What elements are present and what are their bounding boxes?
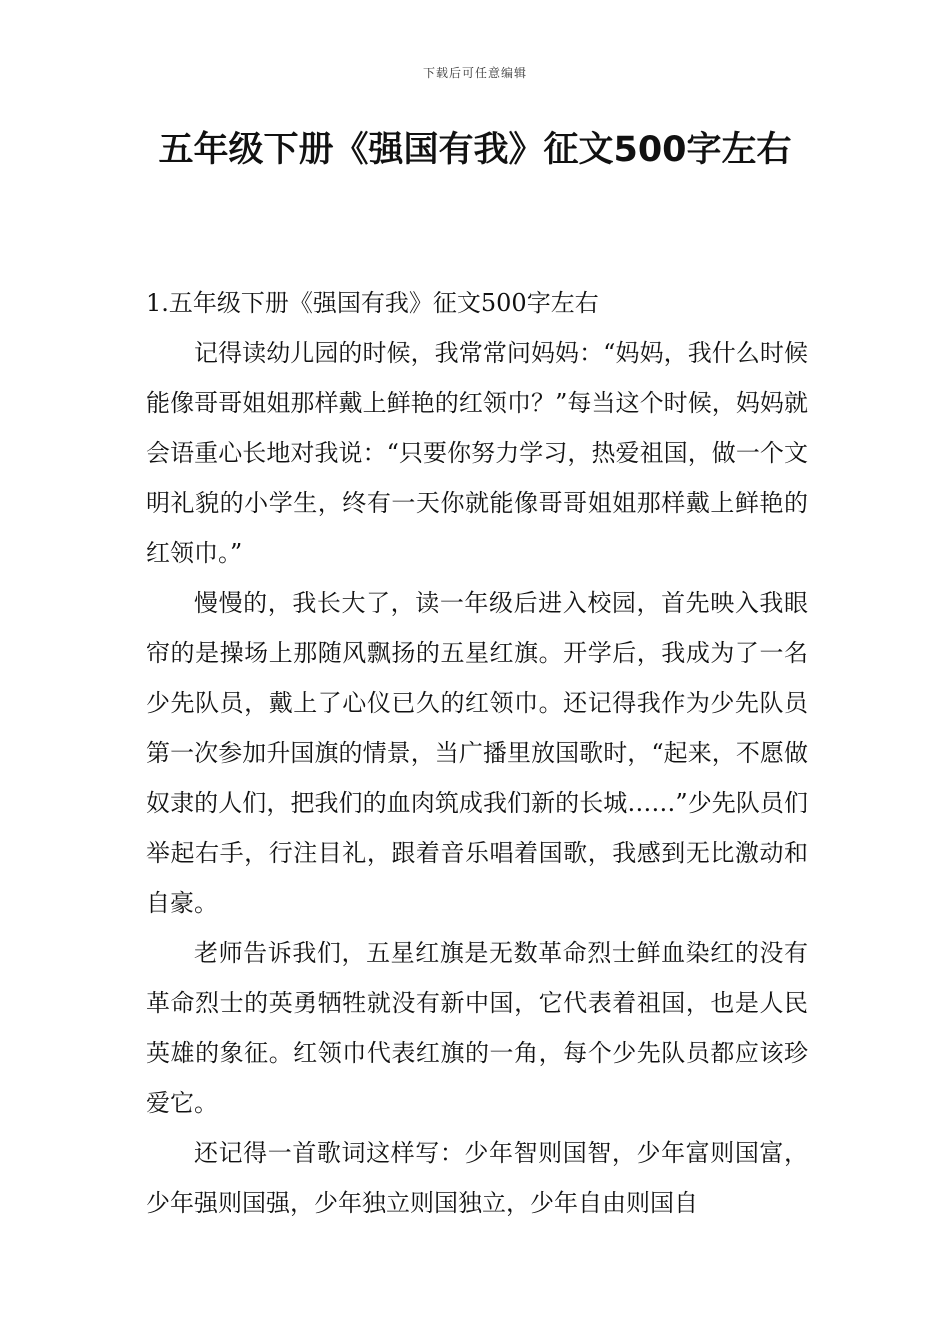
- paragraph: 记得读幼儿园的时候，我常常问妈妈：“妈妈，我什么时候能像哥哥姐姐那样戴上鲜艳的红领巾？”每当这个时候，妈妈就会语重心长地对我说：“只要你努力学习，热爱祖国，做一个文明礼貌的小学生，终有一天你就能像哥哥姐姐那样戴上鲜艳的红领巾。”: [146, 339, 808, 567]
- document-body: [146, 278, 808, 1228]
- paragraph: 还记得一首歌词这样写：少年智则国智，少年富则国富，少年强则国强，少年独立则国独立，少年自由则国自: [146, 1139, 808, 1217]
- paragraph: 慢慢的，我长大了，读一年级后进入校园，首先映入我眼帘的是操场上那随风飘扬的五星红旗。开学后，我成为了一名少先队员，戴上了心仪已久的红领巾。还记得我作为少先队员第一次参加升国旗的情景，当广播里放国歌时，“起来，不愿做奴隶的人们，把我们的血肉筑成我们新的长城……”少先队员们举起右手，行注目礼，跟着音乐唱着国歌，我感到无比激动和自豪。: [146, 589, 808, 917]
- paragraph: 老师告诉我们，五星红旗是无数革命烈士鲜血染红的没有革命烈士的英勇牺牲就没有新中国，它代表着祖国，也是人民英雄的象征。红领巾代表红旗的一角，每个少先队员都应该珍爱它。: [146, 939, 808, 1117]
- header-note: 下载后可任意编辑: [422, 66, 527, 80]
- item-heading: 1.五年级下册《强国有我》征文500字左右: [146, 289, 599, 317]
- document-title: 五年级下册《强国有我》征文500字左右: [158, 130, 792, 170]
